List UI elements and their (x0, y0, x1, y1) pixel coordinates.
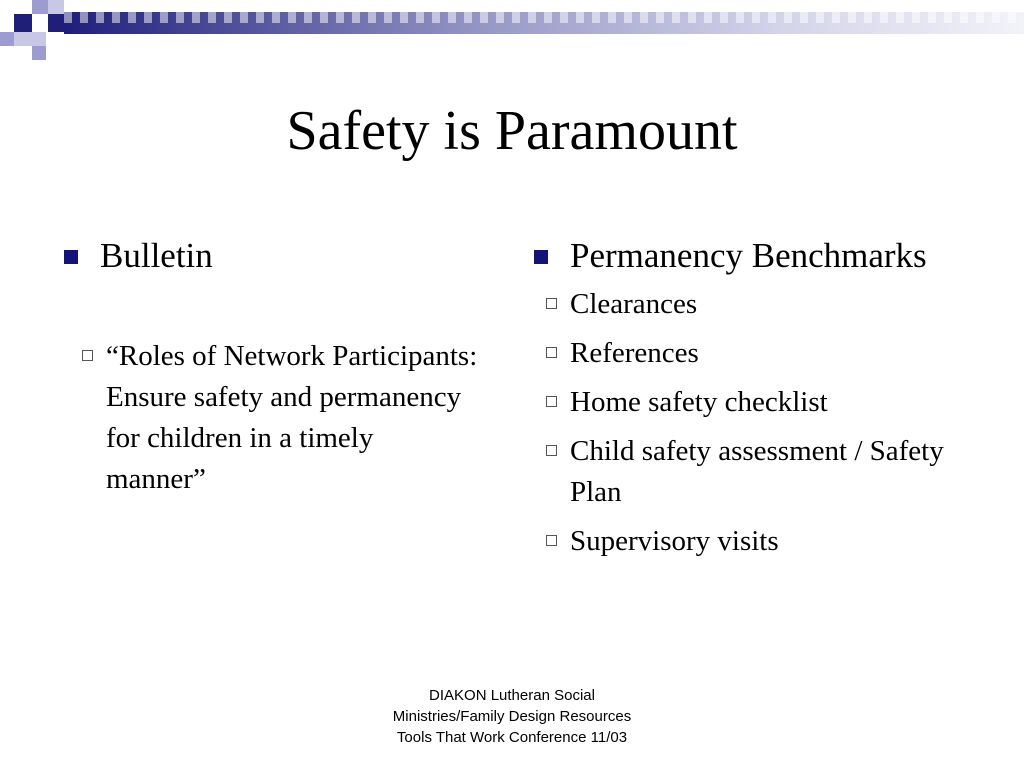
hollow-square-icon (546, 298, 557, 309)
sub-bullet-text: Child safety assessment / Safety Plan (570, 435, 944, 508)
sub-bullet-text: References (570, 337, 699, 369)
deco-square (48, 14, 64, 32)
deco-square (0, 32, 14, 46)
bullet-bulletin (60, 232, 480, 280)
hollow-square-icon (82, 350, 93, 361)
bullet-permanency-benchmarks (530, 232, 980, 280)
sub-bullet-child-safety-assessment (530, 431, 980, 513)
slide-footer (300, 685, 724, 748)
deco-square (14, 32, 32, 46)
sub-bullet-supervisory-visits (530, 521, 980, 562)
filled-square-icon (64, 250, 78, 264)
footer-line: DIAKON Lutheran Social (429, 687, 595, 704)
bullet-text: Permanency Benchmarks (570, 236, 927, 275)
right-column (530, 232, 980, 562)
deco-square (32, 32, 46, 46)
footer-line: Ministries/Family Design Resources (392, 708, 632, 725)
hollow-square-icon (546, 396, 557, 407)
sub-bullet-quote (66, 336, 480, 500)
sub-bullet-text: Home safety checklist (570, 386, 828, 418)
slide-title: Safety is Paramount (286, 100, 738, 162)
hollow-square-icon (546, 535, 557, 546)
corner-squares-decoration (0, 0, 90, 70)
top-gradient-band (64, 12, 1024, 34)
sub-bullet-text: “Roles of Network Participants: Ensure safety and permanency for children in a timely manner” (106, 340, 478, 495)
deco-square (48, 0, 64, 14)
footer-line: Tools That Work Conference 11/03 (396, 729, 628, 746)
deco-square (32, 0, 48, 14)
sub-bullet-text: Clearances (570, 288, 698, 320)
sub-bullet-text: Supervisory visits (570, 525, 779, 557)
bullet-text: Bulletin (100, 236, 213, 275)
deco-square (32, 46, 46, 60)
sub-bullet-references (530, 333, 980, 374)
hollow-square-icon (546, 445, 557, 456)
hollow-square-icon (546, 347, 557, 358)
sub-bullet-clearances (530, 284, 980, 325)
deco-square (14, 14, 32, 32)
filled-square-icon (534, 250, 548, 264)
sub-bullet-home-safety-checklist (530, 382, 980, 423)
left-column (60, 232, 480, 500)
